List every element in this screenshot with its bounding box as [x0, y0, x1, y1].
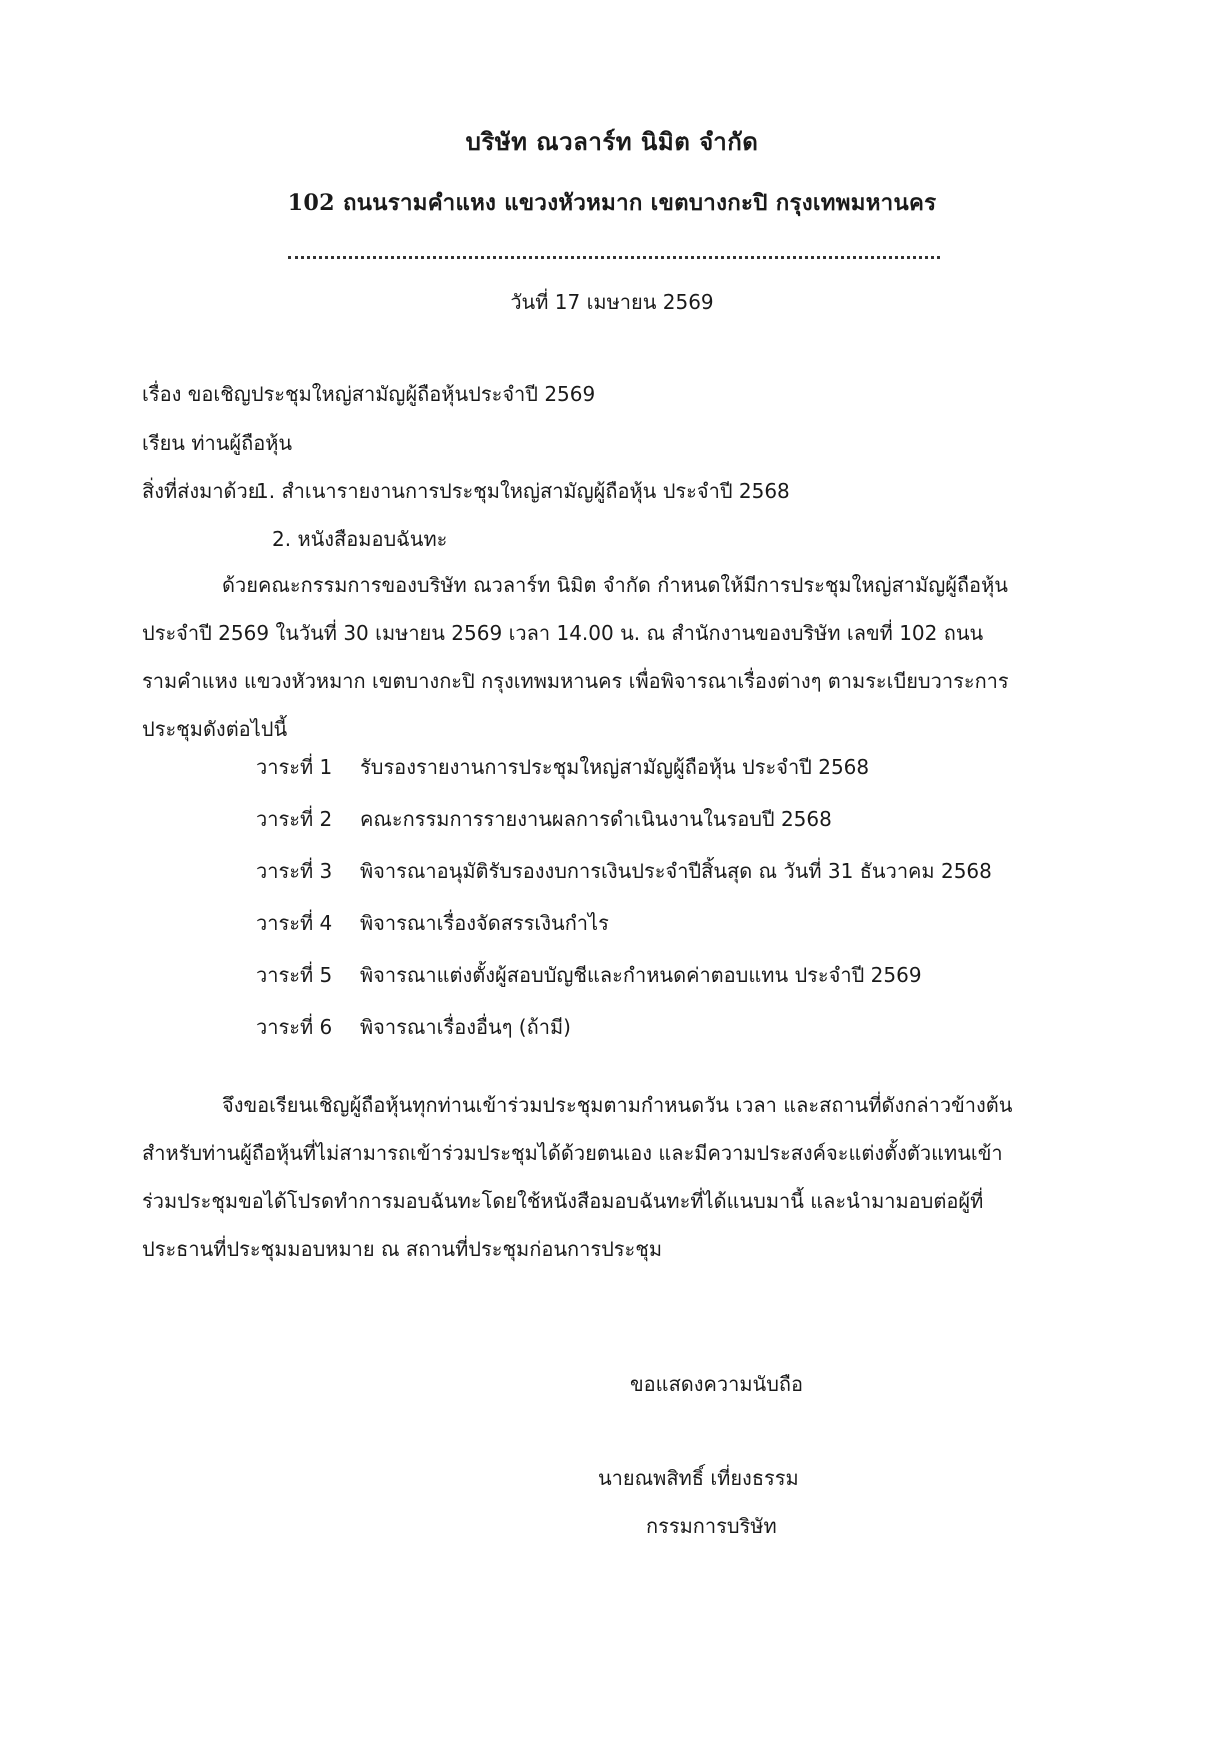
signatory-name: นายณพสิทธิ์ เที่ยงธรรม	[598, 1466, 799, 1490]
closing-paragraph-line-4: ประธานที่ประชุมมอบหมาย ณ สถานที่ประชุมก่อนการประชุม	[142, 1237, 663, 1261]
closing-paragraph-line-3: ร่วมประชุมขอได้โปรดทำการมอบฉันทะโดยใช้หนังสือมอบฉันทะที่ได้แนบมานี้ และนำมามอบต่อผู้ที่	[142, 1189, 984, 1213]
letter-subject: เรื่อง ขอเชิญประชุมใหญ่สามัญผู้ถือหุ้นประจำปี 2569	[142, 382, 596, 406]
agenda-label: วาระที่ 1	[256, 755, 333, 779]
agenda-label: วาระที่ 5	[256, 963, 333, 987]
intro-paragraph-line-3: รามคำแหง แขวงหัวหมาก เขตบางกะปิ กรุงเทพมหานคร เพื่อพิจารณาเรื่องต่างๆ ตามระเบียบวาระการ	[142, 669, 1009, 693]
intro-paragraph-line-4: ประชุมดังต่อไปนี้	[142, 717, 288, 741]
agenda-label: วาระที่ 3	[256, 859, 333, 883]
intro-paragraph-line-2: ประจำปี 2569 ในวันที่ 30 เมษายน 2569 เวลา 14.00 น. ณ สำนักงานของบริษัท เลขที่ 102 ถนน	[142, 621, 984, 645]
company-name: บริษัท ณวลาร์ท นิมิต จำกัด	[465, 127, 759, 156]
agenda-label: วาระที่ 2	[256, 807, 333, 831]
closing-paragraph-line-1: จึงขอเรียนเชิญผู้ถือหุ้นทุกท่านเข้าร่วมประชุมตามกำหนดวัน เวลา และสถานที่ดังกล่าวข้างต้น	[222, 1093, 1013, 1117]
enclosure-item-2: 2. หนังสือมอบฉันทะ	[272, 527, 448, 551]
agenda-text: รับรองรายงานการประชุมใหญ่สามัญผู้ถือหุ้น ประจำปี 2568	[360, 755, 870, 779]
header-divider	[288, 256, 940, 259]
closing-paragraph-line-2: สำหรับท่านผู้ถือหุ้นที่ไม่สามารถเข้าร่วมประชุมได้ด้วยตนเอง และมีความประสงค์จะแต่งตั้งตัวแทนเข้า	[142, 1141, 1003, 1165]
closing-regards: ขอแสดงความนับถือ	[630, 1372, 804, 1396]
agenda-text: คณะกรรมการรายงานผลการดำเนินงานในรอบปี 2568	[360, 807, 832, 831]
agenda-label: วาระที่ 6	[256, 1015, 333, 1039]
enclosures-label: สิ่งที่ส่งมาด้วย	[142, 479, 260, 503]
signatory-position: กรรมการบริษัท	[646, 1514, 777, 1538]
agenda-text: พิจารณาอนุมัติรับรองงบการเงินประจำปีสิ้นสุด ณ วันที่ 31 ธันวาคม 2568	[360, 859, 992, 883]
letter-salutation: เรียน ท่านผู้ถือหุ้น	[142, 431, 293, 455]
company-address: 102 ถนนรามคำแหง แขวงหัวหมาก เขตบางกะปิ กรุงเทพมหานคร	[287, 190, 937, 216]
agenda-text: พิจารณาเรื่องอื่นๆ (ถ้ามี)	[360, 1015, 571, 1039]
intro-paragraph-line-1: ด้วยคณะกรรมการของบริษัท ณวลาร์ท นิมิต จำกัด กำหนดให้มีการประชุมใหญ่สามัญผู้ถือหุ้น	[222, 573, 1008, 597]
enclosure-item-1: 1. สำเนารายงานการประชุมใหญ่สามัญผู้ถือหุ้น ประจำปี 2568	[256, 479, 790, 503]
agenda-text: พิจารณาแต่งตั้งผู้สอบบัญชีและกำหนดค่าตอบแทน ประจำปี 2569	[360, 963, 922, 987]
letter-date: วันที่ 17 เมษายน 2569	[510, 290, 714, 314]
agenda-label: วาระที่ 4	[256, 911, 333, 935]
agenda-text: พิจารณาเรื่องจัดสรรเงินกำไร	[360, 911, 609, 935]
